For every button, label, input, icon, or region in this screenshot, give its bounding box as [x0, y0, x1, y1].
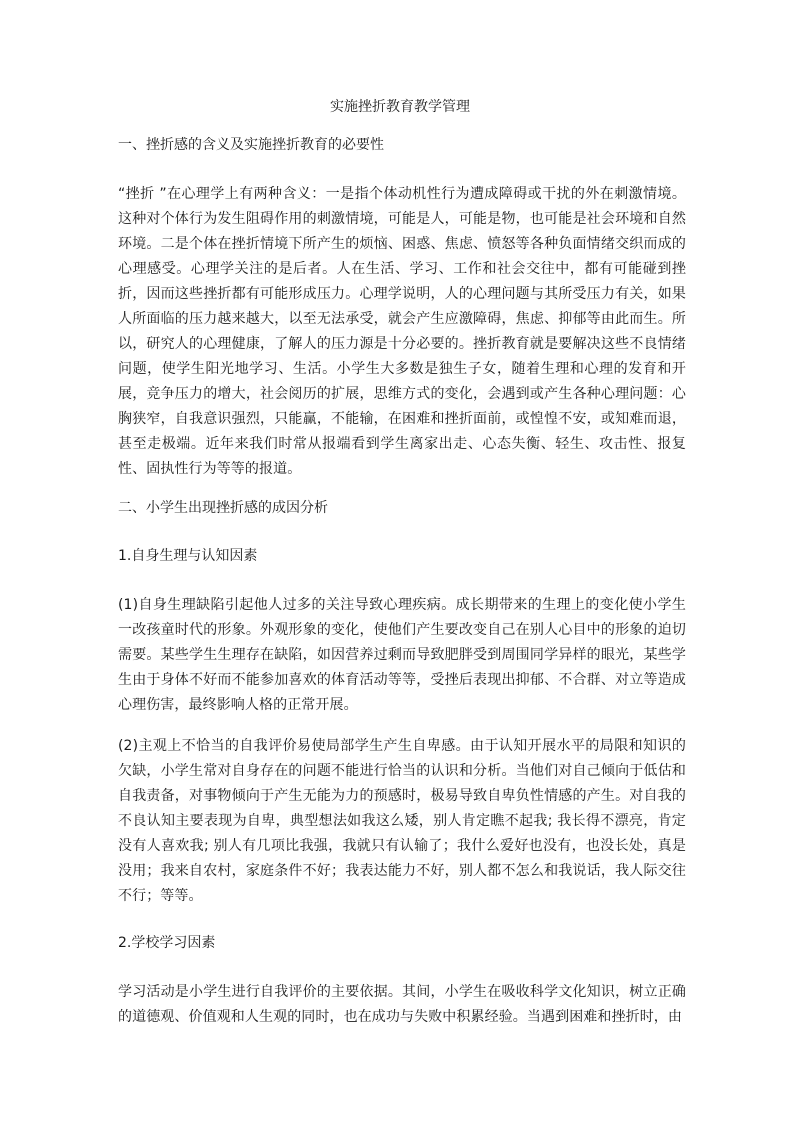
paragraph-1: “挫折 ”在心理学上有两种含义：一是指个体动机性行为遭成障碍或干扰的外在刺激情境。这种对个体行为发生阻碍作用的刺激情境，可能是人，可能是物，也可能是社会环境和自然环境。二是个体在挫折情境下所产生的烦恼、困惑、焦虑、愤怒等各种负面情绪交织而成的心理感受。心理学关注的是后者。人在生活、学习、工作和社会交往中，都有可能碰到挫折，因而这些挫折都有可能形成压力。心理学说明，人的心理问题与其所受压力有关，如果人所面临的压力越来越大，以至无法承受，就会产生应激障碍，焦虑、抑郁等由此而生。所以，研究人的心理健康，了解人的压力源是十分必要的。挫折教育就是要解决这些不良情绪问题，使学生阳光地学习、生活。小学生大多数是独生子女，随着生理和心理的发育和开展，竞争压力的增大，社会阅历的扩展，思维方式的变化，会遇到或产生各种心理问题：心胸狭窄，自我意识强烈，只能赢，不能输，在困难和挫折面前，或惶惶不安，或知难而退，甚至走极端。近年来我们时常从报端看到学生离家出走、心态失衡、轻生、攻击性、报复性、固执性行为等等的报道。 [118, 186, 686, 477]
document-title: 实施挫折教育教学管理 [330, 99, 470, 115]
paragraph-2: (1)自身生理缺陷引起他人过多的关注导致心理疾病。成长期带来的生理上的变化使小学生一改孩童时代的形象。外观形象的变化，使他们产生要改变自己在别人心目中的形象的迫切需要。某些学生生理存在缺陷，如因营养过剩而导致肥胖受到周围同学异样的眼光，某些学生由于身体不好而不能参加喜欢的体育活动等等，受挫后表现出抑郁、不合群、对立等造成心理伤害，最终影响人格的正常开展。 [118, 597, 686, 713]
section-heading-2: 二、小学生出现挫折感的成因分析 [118, 500, 328, 516]
section-heading-1: 一、挫折感的含义及实施挫折教育的必要性 [118, 137, 384, 153]
subsection-heading-1: 1.自身生理与认知因素 [118, 548, 258, 564]
subsection-heading-2: 2.学校学习因素 [118, 935, 216, 951]
paragraph-4: 学习活动是小学生进行自我评价的主要依据。其间，小学生在吸收科学文化知识，树立正确的道德观、价值观和人生观的同时，也在成功与失败中积累经验。当遇到困难和挫折时，由 [118, 984, 686, 1025]
paragraph-3: (2)主观上不恰当的自我评价易使局部学生产生自卑感。由于认知开展水平的局限和知识的欠缺，小学生常对自身存在的问题不能进行恰当的认识和分析。当他们对自己倾向于低估和自我责备，对事物倾向于产生无能为力的预感时，极易导致自卑负性情感的产生。对自我的不良认知主要表现为自卑，典型想法如我这么矮，别人肯定瞧不起我; 我长得不漂亮，肯定没有人喜欢我; 别人有几项比我强，我就只有认输了；我什么爱好也没有，也没长处，真是没用；我来自农村，家庭条件不好；我表达能力不好，别人都不怎么和我说话，我人际交往不行；等等。 [118, 738, 686, 904]
